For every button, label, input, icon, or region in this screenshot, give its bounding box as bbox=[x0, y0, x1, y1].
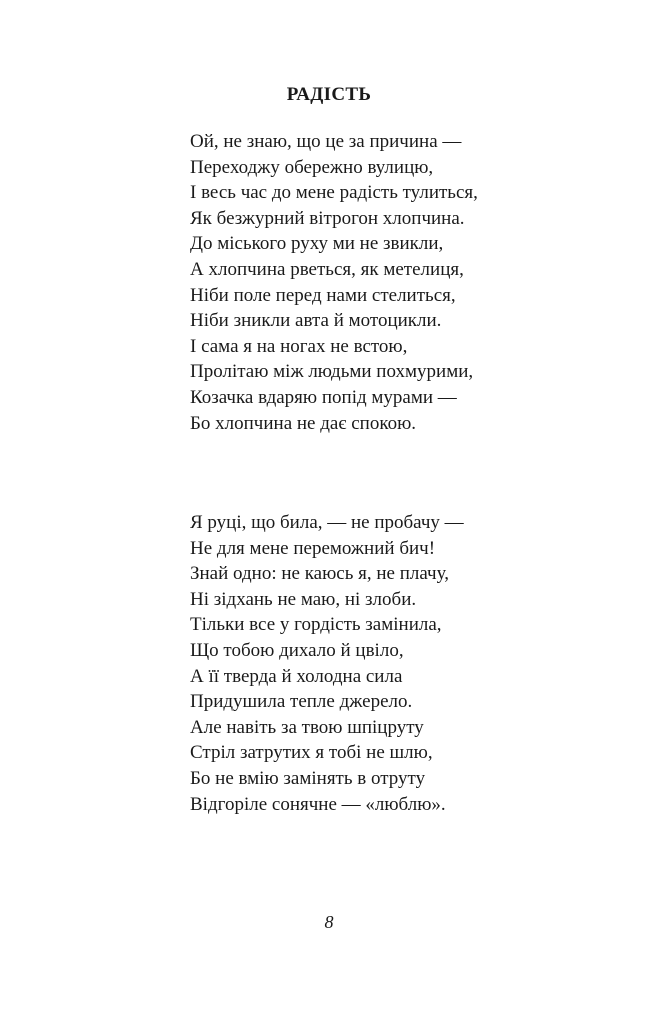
poem-line: Як безжурний вітрогон хлопчина. bbox=[190, 207, 465, 229]
poem-line: Бо хлопчина не дає спокою. bbox=[190, 412, 417, 434]
poem-line: Тільки все у гордість замінила, bbox=[190, 614, 442, 636]
poem-line: А хлопчина рветься, як метелиця, bbox=[190, 258, 464, 280]
poem-line: І сама я на ногах не встою, bbox=[190, 335, 408, 357]
poem-line: І весь час до мене радість тулиться, bbox=[190, 182, 478, 204]
poem-line: Ніби зникли авта й мотоцикли. bbox=[190, 310, 442, 332]
poem-line: Бо не вмію замінять в отруту bbox=[190, 767, 426, 789]
poem-line: Переходжу обережно вулицю, bbox=[190, 156, 434, 178]
stanza-2 bbox=[190, 510, 464, 817]
poem-line: Але навіть за твою шпіцруту bbox=[190, 716, 424, 738]
poem-line: Ніби поле перед нами стелиться, bbox=[190, 284, 456, 306]
poem-line: А її тверда й холодна сила bbox=[190, 665, 403, 687]
poem-line: Ні зідхань не маю, ні злоби. bbox=[190, 588, 417, 610]
poem-line: Що тобою дихало й цвіло, bbox=[190, 639, 404, 661]
stanza-1 bbox=[190, 129, 478, 436]
poem-line: Відгоріле сонячне — «люблю». bbox=[190, 793, 446, 815]
poem-line: Козачка вдаряю попід мурами — bbox=[190, 386, 457, 408]
page-number: 8 bbox=[324, 912, 334, 932]
poem-line: До міського руху ми не звикли, bbox=[190, 233, 444, 255]
poem-line: Ой, не знаю, що це за причина — bbox=[190, 131, 462, 152]
poem-line: Не для мене переможний бич! bbox=[190, 537, 436, 559]
poem-line: Знай одно: не каюсь я, не плачу, bbox=[190, 563, 449, 585]
poem-title: РАДІСТЬ bbox=[286, 84, 372, 105]
poem-line: Пролітаю між людьми похмурими, bbox=[190, 361, 474, 383]
poem-line: Стріл затрутих я тобі не шлю, bbox=[190, 742, 433, 764]
poem-line: Придушила тепле джерело. bbox=[190, 691, 413, 713]
poem-line: Я руці, що била, — не пробачу — bbox=[190, 512, 464, 533]
